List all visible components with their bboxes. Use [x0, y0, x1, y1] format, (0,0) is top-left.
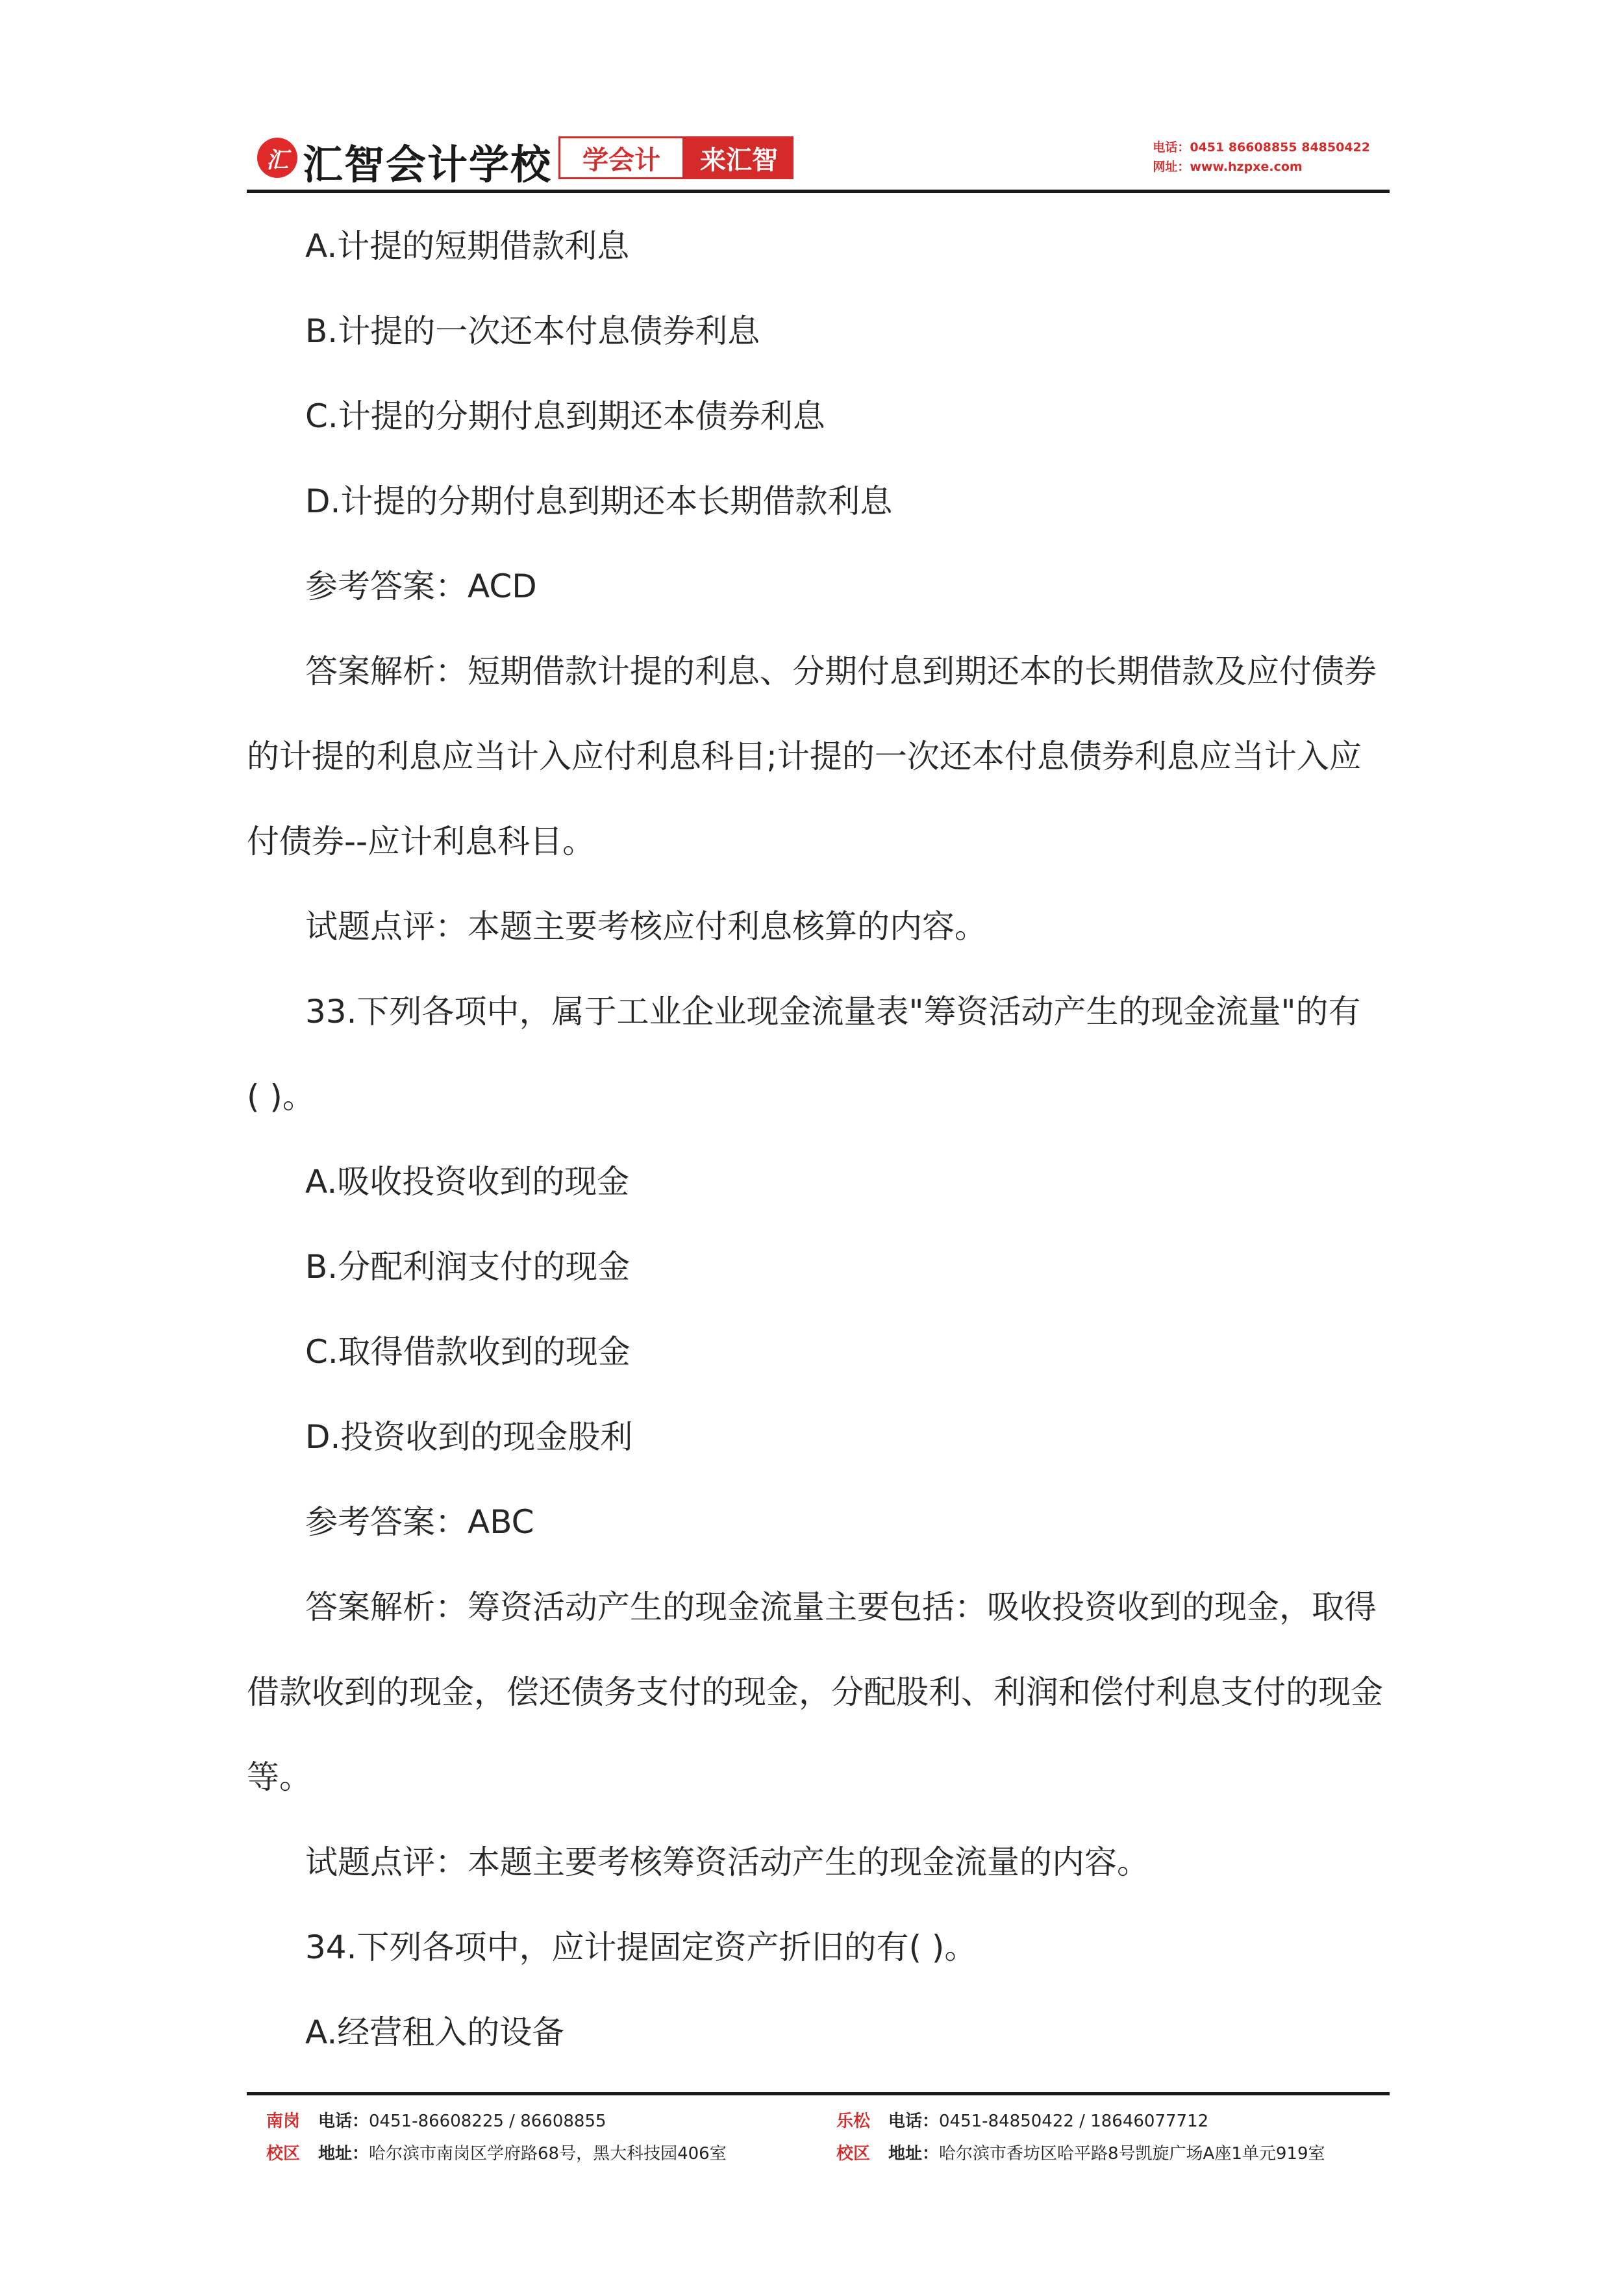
header-divider — [247, 190, 1390, 193]
campus-name: 乐松 — [836, 2112, 871, 2131]
question-comment: 试题点评：本题主要考核应付利息核算的内容。 — [305, 908, 987, 945]
answer-analysis-line3: 付债券--应计利息科目。 — [247, 823, 595, 860]
option-d: D.投资收到的现金股利 — [305, 1418, 633, 1456]
campus-address: 哈尔滨市香坊区哈平路8号凯旋广场A座1单元919室 — [939, 2144, 1325, 2164]
answer-analysis-line1: 答案解析：筹资活动产生的现金流量主要包括：吸收投资收到的现金，取得 — [305, 1588, 1377, 1626]
campus-address: 哈尔滨市南岗区学府路68号，黑大科技园406室 — [369, 2144, 727, 2164]
question-comment: 试题点评：本题主要考核筹资活动产生的现金流量的内容。 — [305, 1843, 1149, 1881]
option-c: C.计提的分期付息到期还本债券利息 — [305, 397, 825, 435]
question-33-line2: ( )。 — [247, 1078, 315, 1116]
campus-phone: 0451-86608225 / 86608855 — [369, 2112, 606, 2131]
option-b: B.分配利润支付的现金 — [305, 1248, 631, 1286]
option-b: B.计提的一次还本付息债券利息 — [305, 312, 760, 350]
reference-answer: 参考答案：ABC — [305, 1503, 534, 1541]
campus-name: 南岗 — [266, 2112, 301, 2131]
answer-analysis-line3: 等。 — [247, 1758, 312, 1796]
option-c: C.取得借款收到的现金 — [305, 1333, 631, 1371]
school-name: 汇智会计学校 — [303, 141, 553, 188]
question-33-line1: 33.下列各项中，属于工业企业现金流量表"筹资活动产生的现金流量"的有 — [305, 993, 1361, 1030]
header-website: 网址：www.hzpxe.com — [1153, 160, 1303, 174]
footer-lesong-campus: 乐松 电话：0451-84850422 / 18646077712 校区 地址：哈尔滨市香坊区哈平路8号凯旋广场A座1单元919室 — [836, 2105, 1325, 2170]
option-a: A.经营租入的设备 — [305, 2014, 565, 2051]
campus-label: 校区 — [266, 2144, 301, 2164]
answer-analysis-line2: 借款收到的现金，偿还债务支付的现金，分配股利、利润和偿付利息支付的现金 — [247, 1673, 1383, 1711]
school-logo-icon: 汇 — [257, 138, 297, 178]
option-a: A.吸收投资收到的现金 — [305, 1163, 630, 1201]
campus-label: 校区 — [836, 2144, 871, 2164]
question-34: 34.下列各项中，应计提固定资产折旧的有( )。 — [305, 1928, 977, 1966]
option-d: D.计提的分期付息到期还本长期借款利息 — [305, 482, 893, 520]
header-phone: 电话：0451 86608855 84850422 — [1153, 140, 1370, 155]
answer-analysis-line1: 答案解析：短期借款计提的利息、分期付息到期还本的长期借款及应付债券 — [305, 653, 1377, 690]
slogan — [558, 136, 793, 178]
page-header — [247, 123, 1390, 195]
reference-answer: 参考答案：ACD — [305, 568, 537, 605]
answer-analysis-line2: 的计提的利息应当计入应付利息科目;计提的一次还本付息债券利息应当计入应 — [247, 738, 1362, 775]
header-contact — [1153, 138, 1370, 177]
footer-nangang-campus: 南岗 电话：0451-86608225 / 86608855 校区 地址：哈尔滨市南岗区学府路68号，黑大科技园406室 — [266, 2105, 727, 2170]
campus-phone: 0451-84850422 / 18646077712 — [939, 2112, 1209, 2131]
footer-divider — [247, 2092, 1390, 2095]
option-a: A.计提的短期借款利息 — [305, 227, 630, 265]
slogan-left: 学会计 — [558, 136, 684, 179]
slogan-right: 来汇智 — [684, 136, 793, 179]
